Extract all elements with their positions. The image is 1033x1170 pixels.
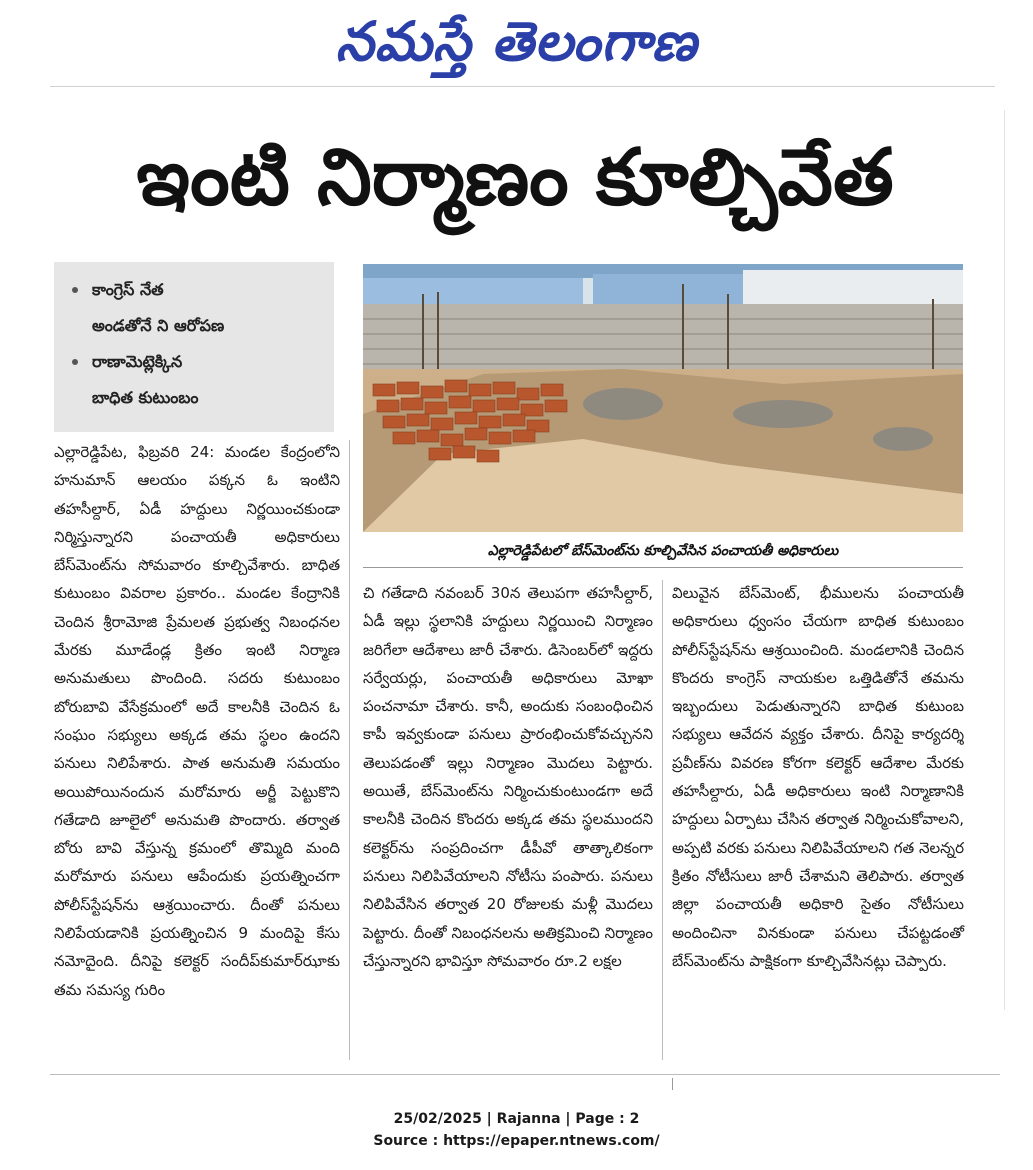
article-column-3 (672, 579, 964, 975)
page-footer (0, 1108, 1033, 1152)
article-text: చి గతేడాది నవంబర్ 30న తెలుపగా తహసీల్దార్, ఏడీ ఇల్లు స్థలానికి హద్దులు నిర్ణయించి నిర్మాణం జరిగేలా ఆదేశాలు జారీ చేశారు. డిసెంబర్‌లో ఇద్దరు సర్వేయర్లు, పంచాయతీ అధికారులు మోఖా పంచనామా చేశారు. కానీ, అందుకు సంబంధించిన కాపీ ఇవ్వకుండా పనులు ప్రారంభించుకోవచ్చునని తెలుపడంతో ఇల్లు నిర్మాణం మొదలు పెట్టారు. అయితే, బేస్‌మెంట్‌ను నిర్మించుకుంటుండగా అదే కాలనీకి చెందిన కొందరు అక్కడ తమ స్థలముందని కలెక్టర్‌ను సంప్రదించగా డీపీవో తాత్కాలికంగా పనులు నిలిపివేయాలని నోటీసు పంపారు. పనులు నిలిపివేసిన తర్వాత 20 రోజులకు మళ్లీ మొదలు పెట్టారు. దీంతో నిబంధనలను అతిక్రమించి నిర్మాణం చేస్తున్నారని భావిస్తూ సోమవారం రూ.2 లక్షల (363, 584, 653, 970)
masthead-title: నమస్తే తెలంగాణ (335, 10, 698, 73)
caption-divider (363, 567, 963, 568)
article-text: ఎల్లారెడ్డిపేట, ఫిబ్రవరి 24: మండల కేంద్రంలోని హనుమాన్ ఆలయం పక్కన ఓ ఇంటిని తహసీల్దార్, ఏడీ హద్దులు నిర్ణయించకుండా నిర్మిస్తున్నారని పంచాయతీ అధికారులు బేస్‌మెంట్‌ను సోమవారం కూల్చివేశారు. బాధిత కుటుంబం వివరాల ప్రకారం.. మండల కేంద్రానికి చెందిన శ్రీరామోజి ప్రేమలత ప్రభుత్వ నిబంధనల మేరకు మూడేండ్ల క్రితం ఇంటి నిర్మాణ అనుమతులు పొందింది. సదరు కుటుంబం బోరుబావి వేసేక్రమంలో అదే కాలనీకి చెందిన ఓ సంఘం సభ్యులు అక్కడ తమ స్థలం ఉందని పనులు నిలిపేశారు. పాత అనుమతి సమయం అయిపోయినందున మరోమారు అర్జీ పెట్టుకొని గతేడాది జూలైలో అనుమతి పొందారు. తర్వాత బోరు బావి వేస్తున్న క్రమంలో తొమ్మిది మంది మరోమారు పనులు ఆపేందుకు ప్రయత్నించగా పోలీస్‌స్టేషన్‌ను ఆశ్రయించారు. దీంతో పనులు నిలిపేయడానికి ప్రయత్నించిన 9 మందిపై కేసు నమోదైంది. దీనిపై కలెక్టర్ సందీప్‌కుమార్‌ఝాకు తమ సమస్య గురిం (54, 443, 340, 999)
article-headline: ఇంటి నిర్మాణం కూల్చివేత (136, 133, 894, 223)
masthead-divider (50, 86, 995, 87)
highlights-box (54, 262, 334, 432)
footer-tick (672, 1078, 673, 1090)
article-column-1 (54, 438, 340, 1004)
demolition-site-image (363, 264, 963, 532)
page-edge-divider (1004, 110, 1005, 1010)
highlight-item (68, 344, 324, 416)
article-column-2 (363, 579, 653, 975)
article-text: విలువైన బేస్‌మెంట్, భీములను పంచాయతీ అధికారులు ధ్వంసం చేయగా బాధిత కుటుంబం పోలీస్‌స్టేషన్‌ను ఆశ్రయించింది. మండలానికి చెందిన కొందరు కాంగ్రెస్ నాయకుల ఒత్తిడితోనే తమను ఇబ్బందులు పెడుతున్నారని బాధిత కుటుంబ సభ్యులు ఆవేదన వ్యక్తం చేశారు. దీనిపై కార్యదర్శి ప్రవీణ్‌ను వివరణ కోరగా కలెక్టర్ ఆదేశాల మేరకు తహసీల్దారు, ఏడీ అధికారులు ఇంటి నిర్మాణానికి హద్దులు ఏర్పాటు చేసిన తర్వాత నిర్మించుకోవాలని, అప్పటి వరకు పనులు నిలిపివేయాలని గత నెలన్నర క్రితం నోటీసులు జారీ చేశామని తెలిపారు. తర్వాత జిల్లా పంచాయతీ అధికారి సైతం నోటీసులు అందించినా వినకుండా పనులు చేపట్టడంతో బేస్‌మెంట్‌ను పాక్షికంగా కూల్చివేసినట్లు చెప్పారు. (672, 584, 964, 970)
news-photo (363, 264, 963, 532)
highlight-line: కాంగ్రెస్ నేత (92, 280, 164, 299)
bullet-icon (72, 287, 78, 293)
highlight-line: రాణామెట్లెక్కిన (92, 352, 183, 371)
bullet-icon (72, 359, 78, 365)
column-divider (349, 440, 350, 1060)
footer-source: Source : https://epaper.ntnews.com/ (373, 1133, 660, 1149)
highlight-item (68, 272, 324, 344)
photo-caption: ఎల్లారెడ్డిపేటలో బేస్‌మెంట్‌ను కూల్చివేసిన పంచాయతీ అధికారులు (487, 543, 839, 559)
highlight-line: అండతోనే ని ఆరోపణ (92, 316, 225, 335)
footer-edition-info: 25/02/2025 | Rajanna | Page : 2 (393, 1111, 640, 1127)
column-divider (662, 580, 663, 1060)
footer-divider (50, 1074, 1000, 1075)
highlight-line: బాధిత కుటుంబం (92, 388, 199, 407)
